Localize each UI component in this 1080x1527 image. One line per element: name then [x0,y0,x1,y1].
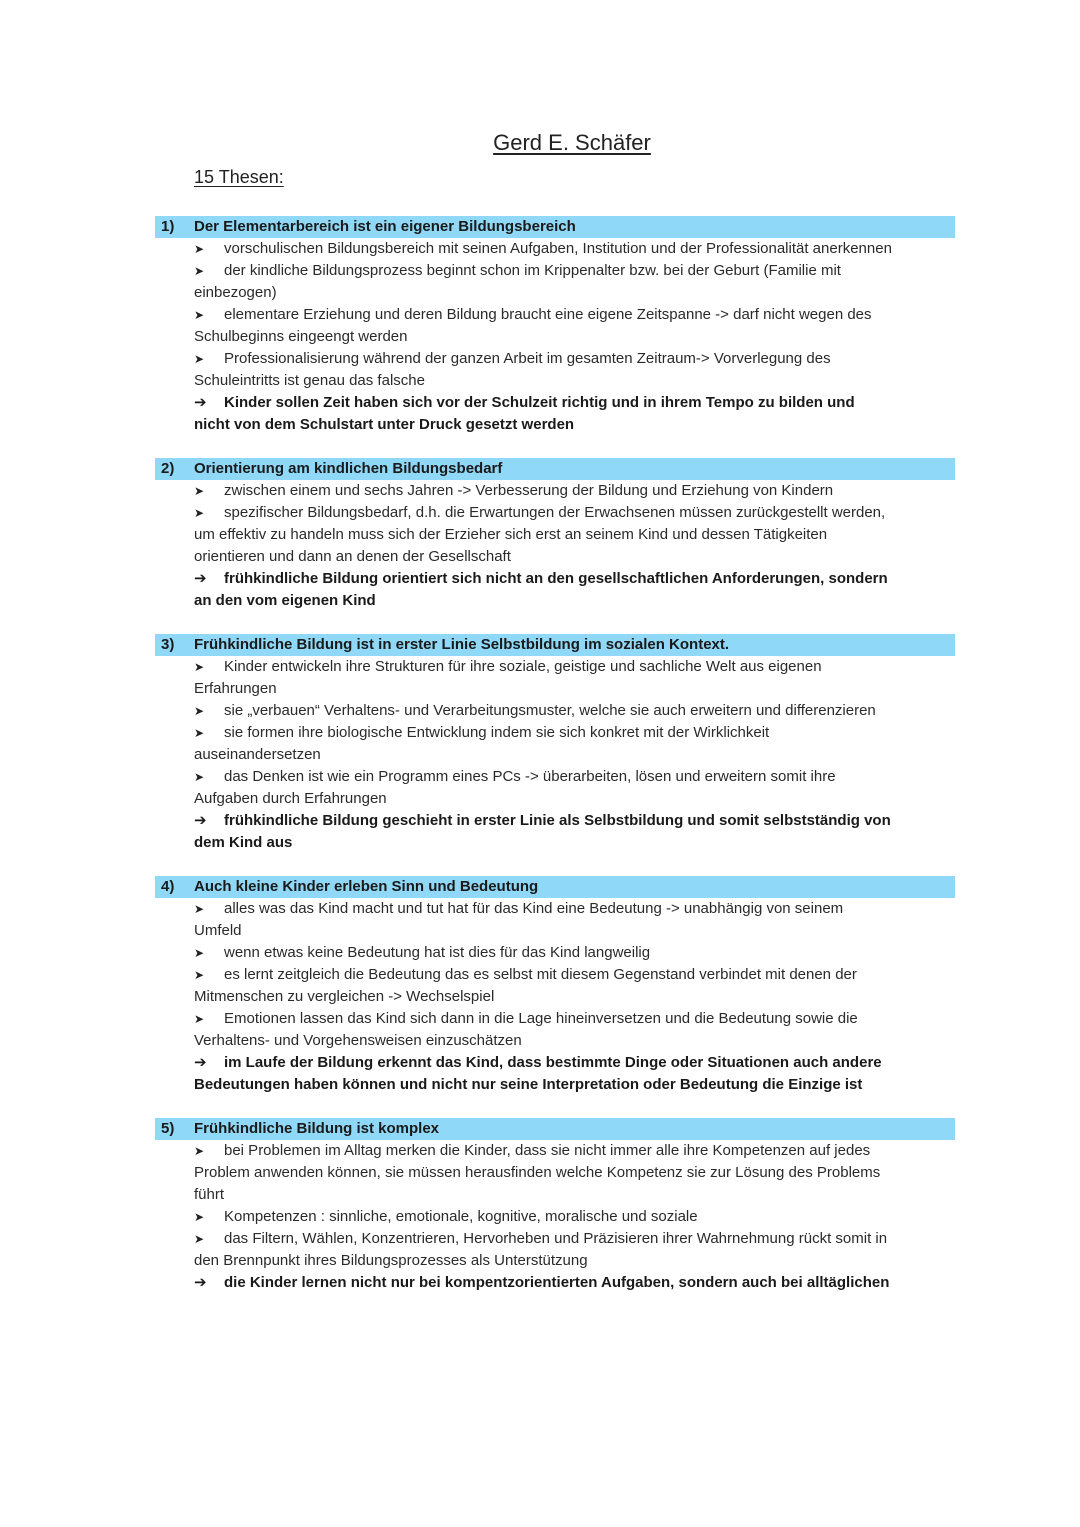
theses-list [155,216,955,1316]
thesis-items [194,238,894,436]
arrowhead-bullet-icon: ➤ [194,352,205,366]
list-item: ➤ Kinder entwickeln ihre Strukturen für ihre soziale, geistige und sachliche Welt aus eigenen Erfahrungen [194,658,822,697]
thesis-items [194,898,894,1096]
list-item: ➤ Kompetenzen : sinnliche, emotionale, kognitive, moralische und soziale [194,1206,894,1228]
page-subtitle: 15 Thesen: [194,167,284,187]
thesis-conclusion: ➔ Kinder sollen Zeit haben sich vor der Schulzeit richtig und in ihrem Tempo zu bilden und nicht von dem Schulstart unter Druck gesetzt werden [194,394,855,433]
thesis-number: 1) [161,218,175,235]
thesis-section-2 [155,458,955,612]
thesis-conclusion: ➔ frühkindliche Bildung orientiert sich nicht an den gesellschaftlichen Anforderungen, sondern an den vom eigenen Kind [194,570,888,609]
thesis-items [194,1140,894,1294]
thesis-conclusion: ➔ frühkindliche Bildung geschieht in erster Linie als Selbstbildung und somit selbstständig von dem Kind aus [194,812,891,851]
thesis-header [155,216,955,238]
list-item: ➤ Professionalisierung während der ganzen Arbeit im gesamten Zeitraum-> Vorverlegung des Schuleintritts ist genau das falsche [194,350,831,389]
thesis-number: 3) [161,636,175,653]
arrowhead-bullet-icon: ➤ [194,902,205,916]
arrowhead-bullet-icon: ➤ [194,264,205,278]
thesis-section-1 [155,216,955,436]
right-arrow-icon: ➔ [194,1274,207,1291]
list-item: ➤ alles was das Kind macht und tut hat für das Kind eine Bedeutung -> unabhängig von seinem Umfeld [194,900,844,939]
arrowhead-bullet-icon: ➤ [194,770,205,784]
right-arrow-icon: ➔ [194,394,207,411]
thesis-heading: Orientierung am kindlichen Bildungsbedarf [194,460,503,477]
arrowhead-bullet-icon: ➤ [194,704,205,718]
thesis-items [194,656,894,854]
thesis-conclusion: ➔ die Kinder lernen nicht nur bei kompentzorientierten Aufgaben, sondern auch bei alltäglichen [194,1272,894,1294]
list-item: ➤ sie formen ihre biologische Entwicklung indem sie sich konkret mit der Wirklichkeit auseinandersetzen [194,724,770,763]
arrowhead-bullet-icon: ➤ [194,1012,205,1026]
thesis-number: 2) [161,460,175,477]
right-arrow-icon: ➔ [194,570,207,587]
right-arrow-icon: ➔ [194,812,207,829]
arrowhead-bullet-icon: ➤ [194,968,205,982]
list-item: ➤ elementare Erziehung und deren Bildung braucht eine eigene Zeitspanne -> darf nicht wegen des Schulbeginns eingeengt werden [194,306,872,345]
arrowhead-bullet-icon: ➤ [194,1144,205,1158]
list-item: ➤ das Filtern, Wählen, Konzentrieren, Hervorheben und Präzisieren ihrer Wahrnehmung rückt somit in den Brennpunkt ihres Bildungsprozesses als Unterstützung [194,1230,888,1269]
thesis-heading: Auch kleine Kinder erleben Sinn und Bedeutung [194,878,539,895]
thesis-header [155,458,955,480]
arrowhead-bullet-icon: ➤ [194,506,205,520]
arrowhead-bullet-icon: ➤ [194,726,205,740]
thesis-header [155,634,955,656]
list-item: ➤ das Denken ist wie ein Programm eines PCs -> überarbeiten, lösen und erweitern somit ihre Aufgaben durch Erfahrungen [194,768,836,807]
thesis-heading: Frühkindliche Bildung ist komplex [194,1120,440,1137]
list-item: ➤ bei Problemen im Alltag merken die Kinder, dass sie nicht immer alle ihre Kompetenzen auf jedes Problem anwenden können, sie müssen herausfinden welche Kompetenz sie zur Lösung des Problems führt [194,1142,881,1203]
list-item: ➤ spezifischer Bildungsbedarf, d.h. die Erwartungen der Erwachsenen müssen zurückgestellt werden, um effektiv zu handeln muss sich der Erzieher sich erst an seinem Kind und dessen Tätigkeiten orientieren und dann an denen der Gesellschaft [194,504,886,565]
arrowhead-bullet-icon: ➤ [194,484,205,498]
thesis-items [194,480,894,612]
list-item: ➤ Emotionen lassen das Kind sich dann in die Lage hineinversetzen und die Bedeutung sowie die Verhaltens- und Vorgehensweisen einzuschätzen [194,1010,858,1049]
list-item: ➤ vorschulischen Bildungsbereich mit seinen Aufgaben, Institution und der Professionalität anerkennen [194,238,894,260]
arrowhead-bullet-icon: ➤ [194,1210,205,1224]
thesis-heading: Der Elementarbereich ist ein eigener Bildungsbereich [194,218,576,235]
thesis-section-3 [155,634,955,854]
arrowhead-bullet-icon: ➤ [194,946,205,960]
thesis-section-4 [155,876,955,1096]
page-title: Gerd E. Schäfer [493,130,651,155]
thesis-heading: Frühkindliche Bildung ist in erster Linie Selbstbildung im sozialen Kontext. [194,636,730,653]
thesis-header [155,876,955,898]
thesis-conclusion: ➔ im Laufe der Bildung erkennt das Kind, dass bestimmte Dinge oder Situationen auch andere Bedeutungen haben können und nicht nur seine Interpretation oder Bedeutung die Einzige ist [194,1054,882,1093]
list-item: ➤ es lernt zeitgleich die Bedeutung das es selbst mit diesem Gegenstand verbindet mit denen der Mitmenschen zu vergleichen -> Wechselspiel [194,966,857,1005]
thesis-section-5 [155,1118,955,1294]
thesis-number: 4) [161,878,175,895]
arrowhead-bullet-icon: ➤ [194,308,205,322]
arrowhead-bullet-icon: ➤ [194,660,205,674]
thesis-header [155,1118,955,1140]
thesis-number: 5) [161,1120,175,1137]
list-item: ➤ der kindliche Bildungsprozess beginnt schon im Krippenalter bzw. bei der Geburt (Familie mit einbezogen) [194,262,841,301]
arrowhead-bullet-icon: ➤ [194,242,205,256]
right-arrow-icon: ➔ [194,1054,207,1071]
list-item: ➤ zwischen einem und sechs Jahren -> Verbesserung der Bildung und Erziehung von Kindern [194,480,894,502]
list-item: ➤ wenn etwas keine Bedeutung hat ist dies für das Kind langweilig [194,942,894,964]
arrowhead-bullet-icon: ➤ [194,1232,205,1246]
list-item: ➤ sie „verbauen“ Verhaltens- und Verarbeitungsmuster, welche sie auch erweitern und differenzieren [194,700,894,722]
